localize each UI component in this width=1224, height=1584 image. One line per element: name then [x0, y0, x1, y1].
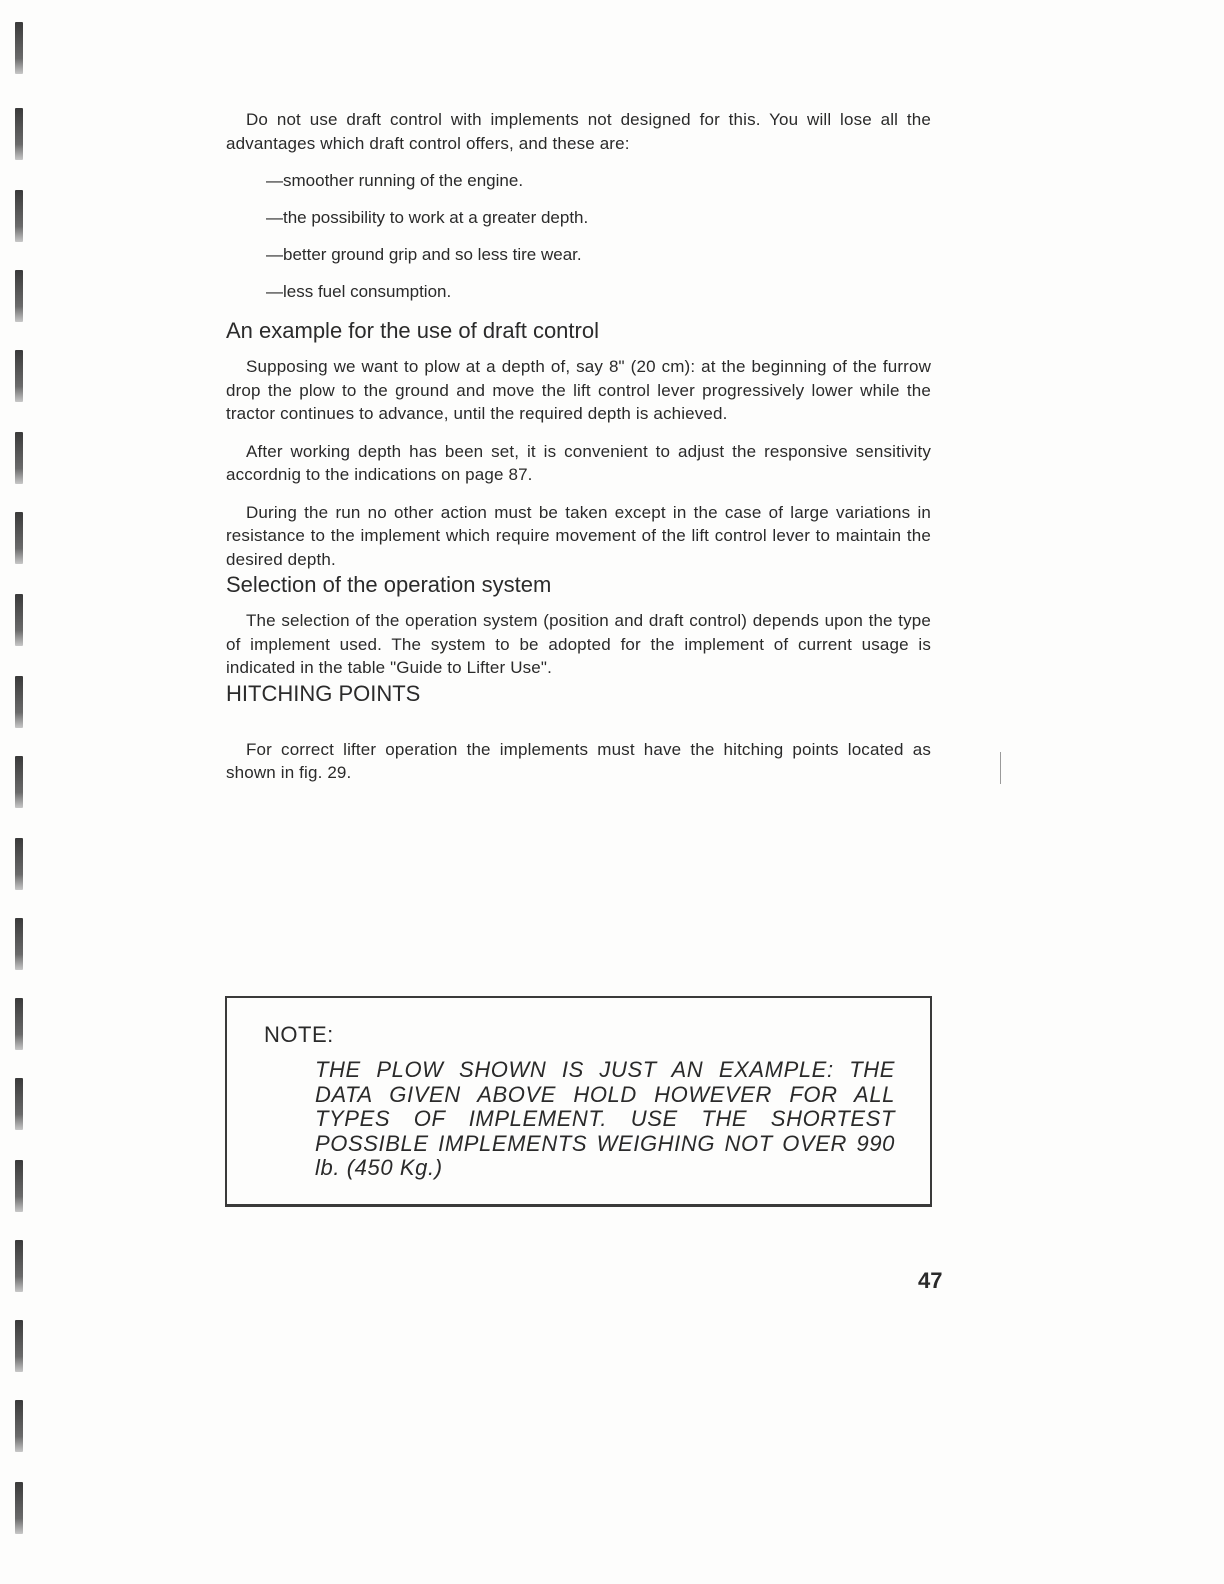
binding-hole [15, 190, 23, 242]
binding-hole [15, 1078, 23, 1130]
binding-hole [15, 838, 23, 890]
binding-hole [15, 1320, 23, 1372]
selection-section [226, 571, 931, 680]
binding-hole [15, 756, 23, 808]
intro-section [226, 108, 931, 303]
binding-hole [15, 594, 23, 646]
binding-hole [15, 1160, 23, 1212]
list-item: —smoother running of the engine. [266, 171, 524, 190]
binding-hole [15, 918, 23, 970]
margin-mark [1000, 752, 1001, 784]
binding-holes [12, 0, 38, 1584]
binding-hole [15, 350, 23, 402]
advantages-list [226, 169, 931, 303]
section-heading: HITCHING POINTS [226, 680, 421, 706]
binding-hole [15, 270, 23, 322]
binding-hole [15, 998, 23, 1050]
list-item: —better ground grip and so less tire wear. [266, 245, 582, 264]
body-paragraph: Supposing we want to plow at a depth of, say 8" (20 cm): at the beginning of the furrow drop the plow to the ground and move the lift control lever progressively lower while the tractor continues to advance, until the required depth is achieved. [226, 357, 931, 423]
example-section [226, 317, 931, 571]
binding-hole [15, 1400, 23, 1452]
note-box [225, 996, 932, 1207]
intro-paragraph: Do not use draft control with implements not designed for this. You will lose all the advantages which draft control offers, and these are: [226, 110, 931, 153]
binding-hole [15, 1482, 23, 1534]
note-label: NOTE: [264, 1022, 334, 1047]
body-paragraph: After working depth has been set, it is convenient to adjust the responsive sensitivity accordnig to the indications on page 87. [226, 441, 931, 484]
section-heading: Selection of the operation system [226, 572, 552, 597]
hitching-section [226, 680, 931, 785]
body-paragraph: For correct lifter operation the implements must have the hitching points located as shown in fig. 29. [226, 739, 931, 782]
page-content [226, 108, 931, 785]
list-item: —the possibility to work at a greater depth. [266, 208, 589, 227]
binding-hole [15, 512, 23, 564]
section-heading: An example for the use of draft control [226, 318, 599, 343]
body-paragraph: The selection of the operation system (position and draft control) depends upon the type of implement used. The system to be adopted for the implement of current usage is indicated in the table "Guide to Lifter Use". [226, 611, 931, 677]
page-number: 47 [918, 1268, 943, 1293]
binding-hole [15, 676, 23, 728]
binding-hole [15, 22, 23, 74]
binding-hole [15, 1240, 23, 1292]
body-paragraph: During the run no other action must be taken except in the case of large variations in resistance to the implement which require movement of the lift control lever to maintain the desired depth. [226, 502, 931, 569]
note-text: THE PLOW SHOWN IS JUST AN EXAMPLE: THE DATA GIVEN ABOVE HOLD HOWEVER FOR ALL TYPES OF IMPLEMENT. USE THE SHORTEST POSSIBLE IMPLEMENTS WEIGHING NOT OVER 990 lb. (450 Kg.) [315, 1057, 895, 1180]
binding-hole [15, 108, 23, 160]
list-item: —less fuel consumption. [266, 282, 452, 301]
binding-hole [15, 432, 23, 484]
